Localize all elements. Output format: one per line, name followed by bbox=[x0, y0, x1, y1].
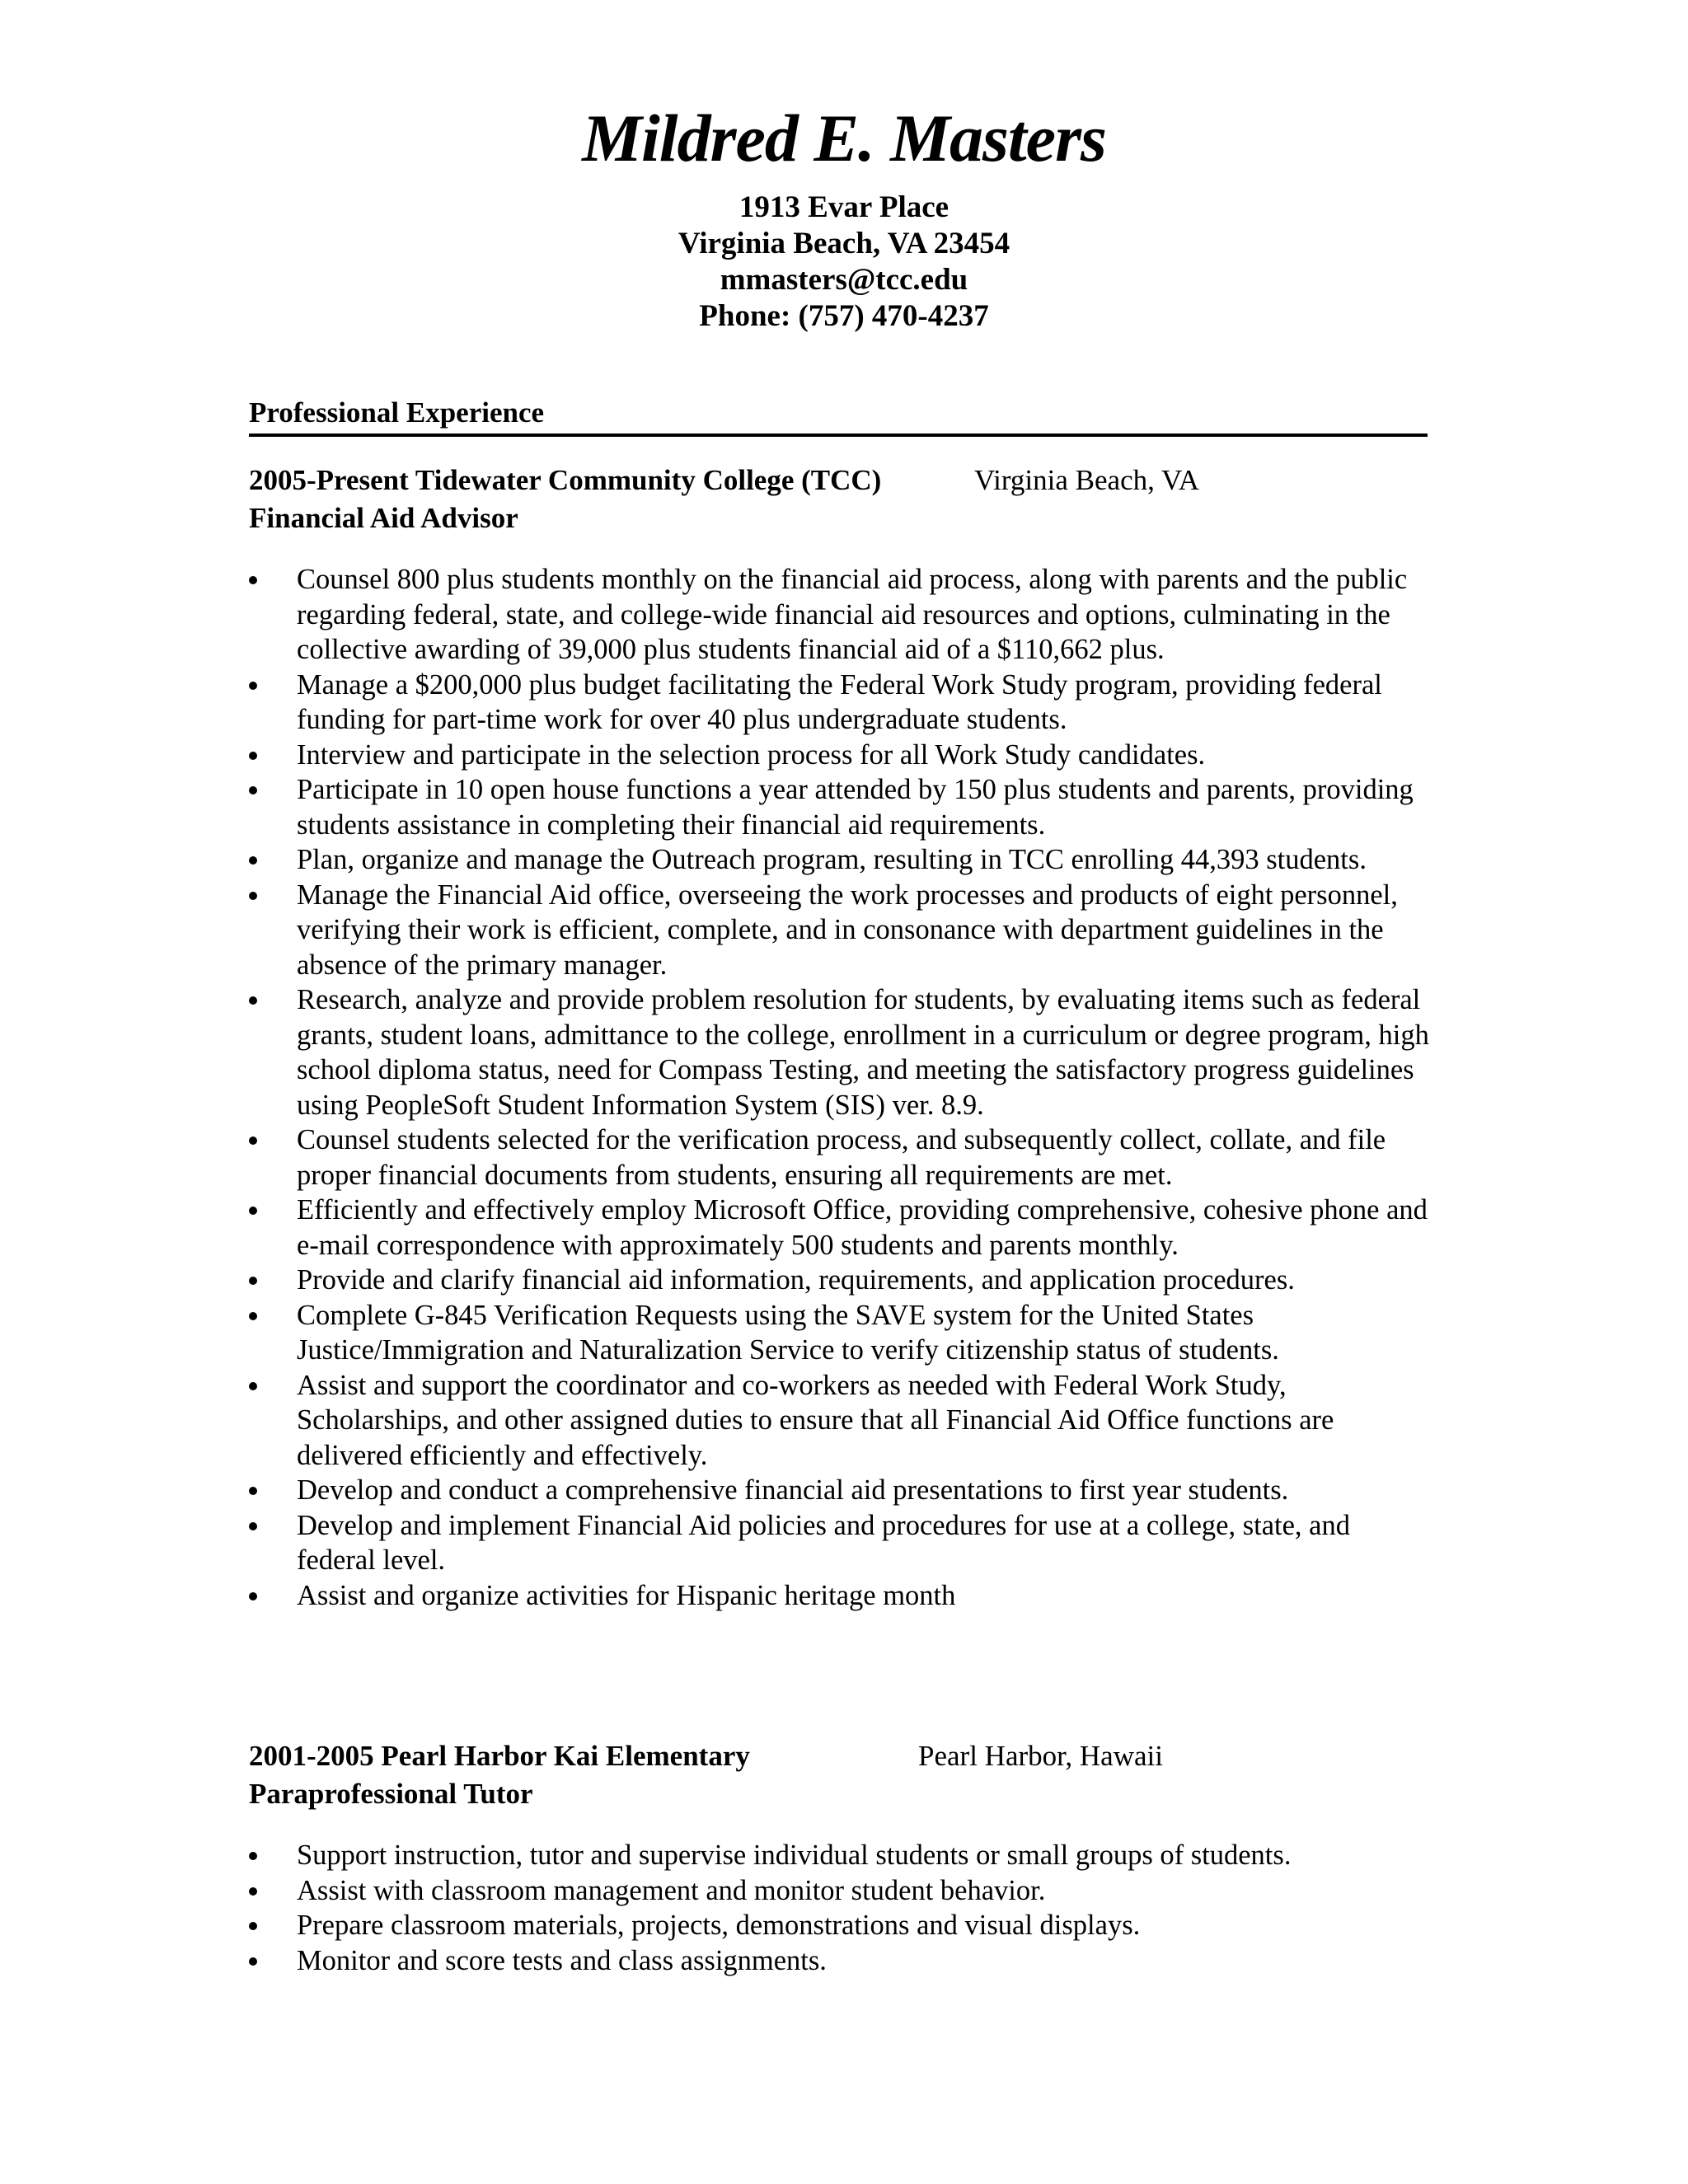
duty-text: Complete G-845 Verification Requests using the SAVE system for the United States Justice/Immigration and Naturalization Service to verify citizenship status of students. bbox=[297, 1299, 1279, 1366]
resume-header bbox=[0, 97, 1688, 335]
email-address: mmasters@tcc.edu bbox=[720, 263, 968, 297]
job-title: Financial Aid Advisor bbox=[249, 502, 518, 534]
bullet-icon bbox=[249, 682, 257, 690]
job-organization: 2005-Present Tidewater Community College (TCC) bbox=[249, 464, 882, 496]
list-item bbox=[249, 1873, 1436, 1909]
candidate-name: Mildred E. Masters bbox=[582, 101, 1106, 176]
bullet-icon bbox=[249, 1312, 257, 1320]
list-item bbox=[249, 1368, 1436, 1474]
bullet-icon bbox=[249, 996, 257, 1005]
bullet-icon bbox=[249, 576, 257, 584]
bullet-icon bbox=[249, 1852, 257, 1860]
duty-text: Participate in 10 open house functions a year attended by 150 plus students and parents, providing students assistance in completing their financial aid requirements. bbox=[297, 774, 1414, 841]
list-item bbox=[249, 772, 1436, 842]
duty-text: Manage the Financial Aid office, overseeing the work processes and products of eight personnel, verifying their work is efficient, complete, and in consonance with department guidelines in the absence of the primary manager. bbox=[297, 879, 1398, 981]
duty-text: Manage a $200,000 plus budget facilitating the Federal Work Study program, providing federal funding for part-time work for over 40 plus undergraduate students. bbox=[297, 668, 1382, 735]
duty-text: Assist with classroom management and monitor student behavior. bbox=[297, 1874, 1046, 1906]
job-organization: 2001-2005 Pearl Harbor Kai Elementary bbox=[249, 1740, 750, 1772]
bullet-icon bbox=[249, 892, 257, 900]
list-item bbox=[249, 1298, 1436, 1368]
duty-text: Interview and participate in the selection process for all Work Study candidates. bbox=[297, 738, 1206, 771]
duty-text: Assist and support the coordinator and co-workers as needed with Federal Work Study, Scholarships, and other assigned duties to ensure that all Financial Aid Office functions are delivered efficiently and effectively. bbox=[297, 1369, 1334, 1471]
list-item bbox=[249, 1838, 1436, 1873]
duty-text: Research, analyze and provide problem resolution for students, by evaluating items such as federal grants, student loans, admittance to the college, enrollment in a curriculum or degree program, high school diploma status, need for Compass Testing, and meeting the satisfactory progress guidelines using PeopleSoft Student Information System (SIS) ver. 8.9. bbox=[297, 984, 1429, 1121]
duty-text: Develop and implement Financial Aid policies and procedures for use at a college, state, and federal level. bbox=[297, 1509, 1350, 1576]
list-item bbox=[249, 982, 1436, 1122]
duty-text: Plan, organize and manage the Outreach program, resulting in TCC enrolling 44,393 students. bbox=[297, 844, 1367, 875]
list-item bbox=[249, 878, 1436, 983]
duty-text: Support instruction, tutor and supervise individual students or small groups of students. bbox=[297, 1840, 1292, 1871]
duty-text: Prepare classroom materials, projects, demonstrations and visual displays. bbox=[297, 1910, 1141, 1941]
duty-text: Provide and clarify financial aid information, requirements, and application procedures. bbox=[297, 1264, 1295, 1296]
bullet-icon bbox=[249, 752, 257, 760]
list-item bbox=[249, 1473, 1436, 1508]
list-item bbox=[249, 738, 1436, 773]
job-header-line bbox=[249, 1737, 1436, 1775]
job-location: Pearl Harbor, Hawaii bbox=[918, 1740, 1163, 1772]
section-heading-professional-experience: Professional Experience bbox=[249, 394, 1428, 437]
duty-text: Efficiently and effectively employ Microsoft Office, providing comprehensive, cohesive phone and e-mail correspondence with approximately 500 students and parents monthly. bbox=[297, 1194, 1428, 1261]
bullet-icon bbox=[249, 856, 257, 865]
list-item bbox=[249, 1508, 1436, 1578]
job-entry-tcc bbox=[249, 462, 1436, 1613]
bullet-icon bbox=[249, 1957, 257, 1966]
bullet-icon bbox=[249, 1522, 257, 1530]
bullet-icon bbox=[249, 1592, 257, 1601]
list-item bbox=[249, 1263, 1436, 1298]
list-item bbox=[249, 668, 1436, 738]
list-item bbox=[249, 1943, 1436, 1979]
list-item bbox=[249, 1122, 1436, 1193]
list-item bbox=[249, 1578, 1436, 1614]
list-item bbox=[249, 1193, 1436, 1263]
bullet-icon bbox=[249, 1487, 257, 1495]
job-entry-pearl-harbor bbox=[249, 1737, 1436, 1978]
bullet-icon bbox=[249, 1277, 257, 1285]
list-item bbox=[249, 1908, 1436, 1943]
job-location: Virginia Beach, VA bbox=[974, 464, 1200, 496]
phone-number: Phone: (757) 470-4237 bbox=[699, 299, 989, 333]
bullet-icon bbox=[249, 1382, 257, 1390]
bullet-icon bbox=[249, 1922, 257, 1930]
bullet-icon bbox=[249, 1887, 257, 1896]
address-line-1: 1913 Evar Place bbox=[738, 190, 950, 224]
bullet-icon bbox=[249, 786, 257, 794]
address-line-2: Virginia Beach, VA 23454 bbox=[678, 227, 1010, 260]
duty-text: Counsel 800 plus students monthly on the financial aid process, along with parents and the public regarding federal, state, and college-wide financial aid resources and options, culminating in the collective awarding of 39,000 plus students financial aid of a $110,662 plus. bbox=[297, 564, 1408, 665]
duty-text: Develop and conduct a comprehensive financial aid presentations to first year students. bbox=[297, 1474, 1289, 1506]
duty-text: Monitor and score tests and class assignments. bbox=[297, 1944, 827, 1976]
job-title: Paraprofessional Tutor bbox=[249, 1778, 533, 1810]
duty-text: Assist and organize activities for Hispanic heritage month bbox=[297, 1579, 956, 1611]
list-item bbox=[249, 842, 1436, 878]
list-item bbox=[249, 562, 1436, 668]
job-header-line bbox=[249, 462, 1436, 499]
job-duties-list bbox=[249, 1838, 1436, 1978]
bullet-icon bbox=[249, 1137, 257, 1145]
duty-text: Counsel students selected for the verification process, and subsequently collect, collate, and file proper financial documents from students, ensuring all requirements are met. bbox=[297, 1124, 1386, 1191]
job-duties-list bbox=[249, 562, 1436, 1613]
bullet-icon bbox=[249, 1207, 257, 1215]
